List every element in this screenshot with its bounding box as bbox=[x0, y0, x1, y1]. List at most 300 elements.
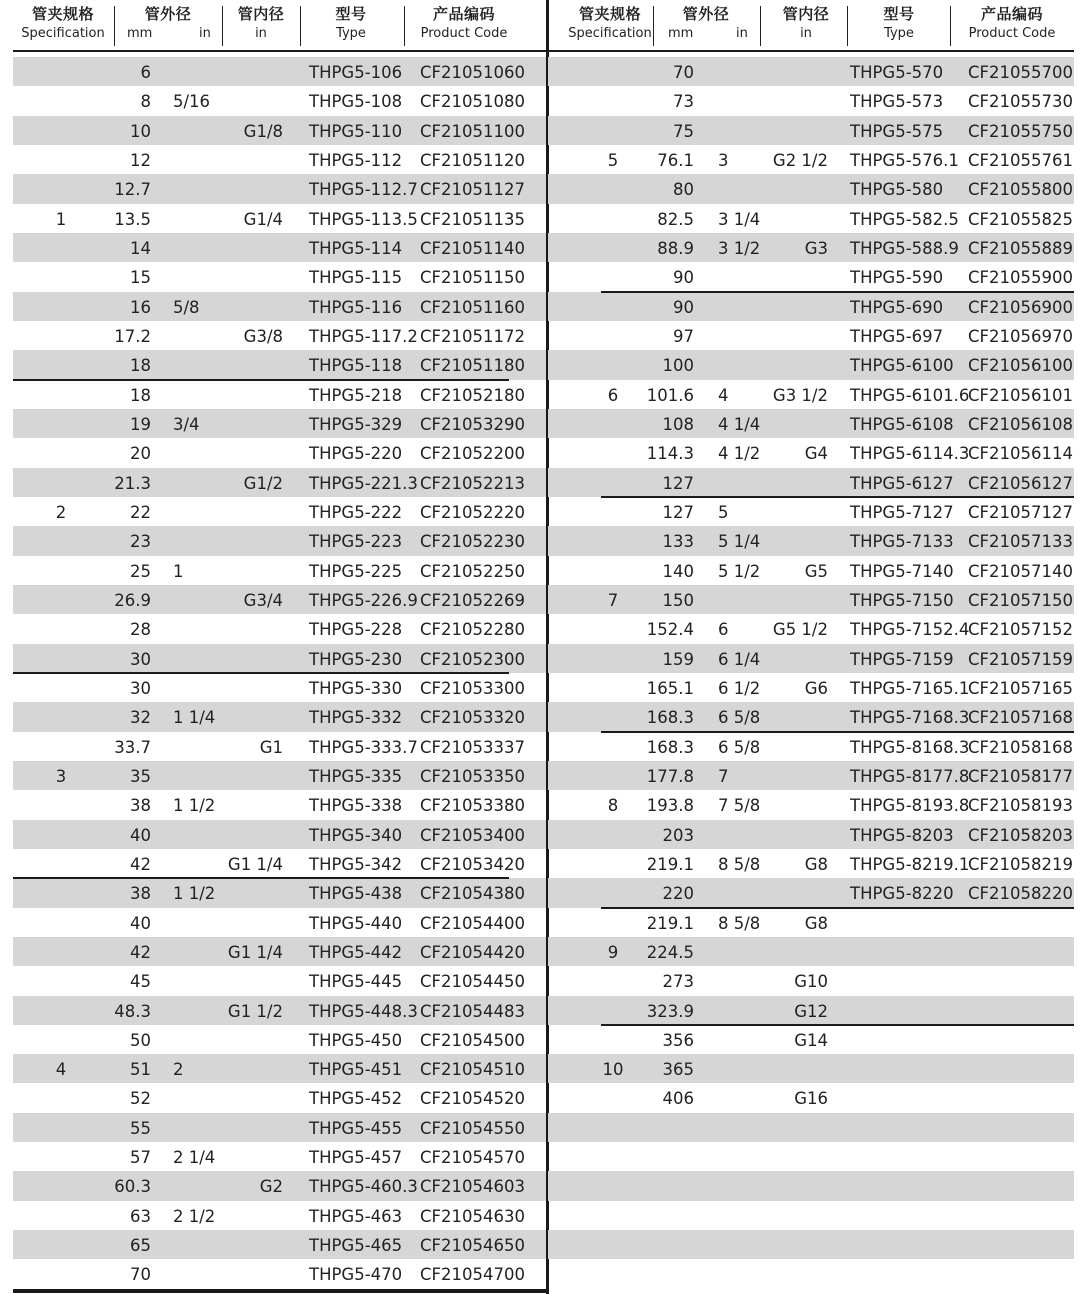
product-code-cell: CF21057152 bbox=[968, 620, 1073, 640]
spec-cell: 9 bbox=[607, 942, 619, 962]
product-code-cell: CF21056900 bbox=[968, 297, 1073, 317]
type-cell: THPG5-573 bbox=[850, 92, 944, 112]
product-code-cell: CF21053290 bbox=[420, 414, 525, 434]
group-separator bbox=[601, 496, 1074, 498]
outer-mm-cell: 33.7 bbox=[114, 737, 151, 757]
outer-mm-cell: 48.3 bbox=[114, 1001, 151, 1021]
outer-mm-cell: 60.3 bbox=[114, 1177, 151, 1197]
table-row bbox=[13, 996, 547, 1025]
outer-mm-cell: 159 bbox=[662, 649, 694, 669]
outer-in-cell: 5/8 bbox=[173, 297, 200, 317]
type-cell: THPG5-438 bbox=[309, 884, 403, 904]
outer-mm-cell: 88.9 bbox=[657, 238, 694, 258]
type-cell: THPG5-335 bbox=[309, 766, 403, 786]
product-code-cell: CF21054650 bbox=[420, 1236, 525, 1256]
outer-mm-cell: 323.9 bbox=[646, 1001, 694, 1021]
table-row bbox=[548, 204, 1074, 233]
header-inner-diameter bbox=[761, 4, 851, 43]
left-table-body bbox=[13, 57, 547, 1289]
outer-in-cell: 3 1/2 bbox=[718, 238, 761, 258]
type-cell: THPG5-6101.6 bbox=[850, 385, 970, 405]
header-code-cn: 产品编码 bbox=[432, 5, 495, 23]
table-row bbox=[548, 937, 1074, 966]
header-spec-cn: 管夹规格 bbox=[31, 5, 94, 23]
table-row bbox=[548, 409, 1074, 438]
table-row bbox=[13, 174, 547, 203]
type-cell: THPG5-112.7 bbox=[309, 180, 418, 200]
outer-in-cell: 1 1/2 bbox=[173, 796, 216, 816]
table-row bbox=[13, 497, 547, 526]
outer-mm-cell: 52 bbox=[130, 1089, 151, 1109]
outer-in-cell: 1 1/2 bbox=[173, 884, 216, 904]
type-cell: THPG5-7159 bbox=[850, 649, 954, 669]
outer-mm-cell: 168.3 bbox=[646, 737, 694, 757]
product-code-cell: CF21052220 bbox=[420, 502, 525, 522]
table-row bbox=[13, 233, 547, 262]
type-cell: THPG5-225 bbox=[309, 561, 403, 581]
outer-mm-cell: 152.4 bbox=[646, 620, 694, 640]
header-product-code bbox=[951, 4, 1073, 43]
product-code-cell: CF21055761 bbox=[968, 150, 1073, 170]
outer-mm-cell: 224.5 bbox=[646, 942, 694, 962]
header-specification bbox=[560, 4, 660, 43]
inner-in-cell: G8 bbox=[804, 913, 828, 933]
outer-mm-cell: 150 bbox=[662, 590, 694, 610]
product-code-cell: CF21058193 bbox=[968, 796, 1073, 816]
outer-in-cell: 5 1/4 bbox=[718, 532, 761, 552]
type-cell: THPG5-7152.4 bbox=[850, 620, 970, 640]
table-row bbox=[13, 86, 547, 115]
outer-mm-cell: 193.8 bbox=[646, 796, 694, 816]
product-code-cell: CF21054420 bbox=[420, 942, 525, 962]
type-cell: THPG5-6127 bbox=[850, 473, 954, 493]
product-code-cell: CF21054483 bbox=[420, 1001, 525, 1021]
type-cell: THPG5-222 bbox=[309, 502, 403, 522]
outer-mm-cell: 16 bbox=[130, 297, 151, 317]
type-cell: THPG5-6108 bbox=[850, 414, 954, 434]
outer-mm-cell: 220 bbox=[662, 884, 694, 904]
inner-in-cell: G5 1/2 bbox=[772, 620, 828, 640]
table-row bbox=[13, 57, 547, 86]
type-cell: THPG5-110 bbox=[309, 121, 403, 141]
outer-mm-cell: 90 bbox=[673, 268, 694, 288]
table-row bbox=[548, 262, 1074, 291]
outer-mm-cell: 10 bbox=[130, 121, 151, 141]
product-code-cell: CF21057140 bbox=[968, 561, 1073, 581]
spec-cell: 2 bbox=[55, 502, 67, 522]
outer-mm-cell: 45 bbox=[130, 972, 151, 992]
inner-in-cell: G14 bbox=[794, 1030, 828, 1050]
product-code-cell: CF21052230 bbox=[420, 532, 525, 552]
outer-mm-cell: 32 bbox=[130, 708, 151, 728]
product-code-cell: CF21058203 bbox=[968, 825, 1073, 845]
inner-in-cell: G3 1/2 bbox=[772, 385, 828, 405]
table-row bbox=[13, 526, 547, 555]
inner-in-cell: G8 bbox=[804, 854, 828, 874]
type-cell: THPG5-470 bbox=[309, 1265, 403, 1285]
table-row bbox=[548, 1259, 1074, 1288]
outer-mm-cell: 55 bbox=[130, 1118, 151, 1138]
table-row bbox=[548, 996, 1074, 1025]
header-spec-en: Specification bbox=[568, 26, 652, 41]
type-cell: THPG5-226.9 bbox=[309, 590, 418, 610]
outer-mm-cell: 8 bbox=[140, 92, 151, 112]
outer-mm-cell: 6 bbox=[140, 63, 151, 82]
product-code-cell: CF21055825 bbox=[968, 209, 1073, 229]
table-row bbox=[548, 1054, 1074, 1083]
outer-mm-cell: 273 bbox=[662, 972, 694, 992]
outer-mm-cell: 30 bbox=[130, 678, 151, 698]
type-cell: THPG5-7127 bbox=[850, 502, 954, 522]
product-code-cell: CF21052300 bbox=[420, 649, 525, 669]
table-row bbox=[548, 1230, 1074, 1259]
product-code-cell: CF21056101 bbox=[968, 385, 1073, 405]
table-row bbox=[13, 908, 547, 937]
outer-mm-cell: 75 bbox=[673, 121, 694, 141]
outer-in-cell: 6 1/4 bbox=[718, 649, 761, 669]
outer-mm-cell: 70 bbox=[130, 1265, 151, 1285]
type-cell: THPG5-333.7 bbox=[309, 737, 418, 757]
product-code-cell: CF21053350 bbox=[420, 766, 525, 786]
header-od-in: in bbox=[199, 26, 211, 41]
outer-mm-cell: 57 bbox=[130, 1148, 151, 1168]
header-type-en: Type bbox=[336, 26, 366, 41]
product-code-cell: CF21056114 bbox=[968, 444, 1073, 464]
outer-mm-cell: 17.2 bbox=[114, 326, 151, 346]
product-code-cell: CF21055889 bbox=[968, 238, 1073, 258]
outer-mm-cell: 38 bbox=[130, 884, 151, 904]
inner-in-cell: G5 bbox=[804, 561, 828, 581]
product-code-cell: CF21055700 bbox=[968, 63, 1073, 82]
inner-in-cell: G10 bbox=[794, 972, 828, 992]
product-code-cell: CF21057150 bbox=[968, 590, 1073, 610]
table-row bbox=[13, 292, 547, 321]
outer-in-cell: 8 5/8 bbox=[718, 854, 761, 874]
left-table bbox=[13, 0, 547, 1289]
header-od-mm: mm bbox=[127, 26, 153, 41]
outer-mm-cell: 80 bbox=[673, 180, 694, 200]
outer-mm-cell: 203 bbox=[662, 825, 694, 845]
type-cell: THPG5-575 bbox=[850, 121, 944, 141]
product-code-cell: CF21054500 bbox=[420, 1030, 525, 1050]
outer-mm-cell: 18 bbox=[130, 356, 151, 376]
table-row bbox=[13, 849, 547, 878]
type-cell: THPG5-118 bbox=[309, 356, 403, 376]
product-code-cell: CF21054550 bbox=[420, 1118, 525, 1138]
outer-in-cell: 4 1/4 bbox=[718, 414, 761, 434]
table-row bbox=[13, 262, 547, 291]
right-table bbox=[548, 0, 1074, 1289]
outer-mm-cell: 12.7 bbox=[114, 180, 151, 200]
product-code-cell: CF21052200 bbox=[420, 444, 525, 464]
outer-mm-cell: 90 bbox=[673, 297, 694, 317]
header-code-en: Product Code bbox=[968, 26, 1056, 41]
type-cell: THPG5-7133 bbox=[850, 532, 954, 552]
outer-mm-cell: 114.3 bbox=[646, 444, 694, 464]
product-code-cell: CF21057159 bbox=[968, 649, 1073, 669]
product-code-cell: CF21054603 bbox=[420, 1177, 525, 1197]
table-row bbox=[548, 1171, 1074, 1200]
table-row bbox=[548, 526, 1074, 555]
header-od-in: in bbox=[736, 26, 748, 41]
product-code-cell: CF21054520 bbox=[420, 1089, 525, 1109]
table-row bbox=[13, 468, 547, 497]
outer-mm-cell: 82.5 bbox=[657, 209, 694, 229]
group-separator bbox=[601, 731, 1074, 733]
inner-in-cell: G3/8 bbox=[243, 326, 283, 346]
group-separator bbox=[13, 379, 509, 381]
product-code-cell: CF21054630 bbox=[420, 1206, 525, 1226]
spec-cell: 3 bbox=[55, 766, 67, 786]
type-cell: THPG5-440 bbox=[309, 913, 403, 933]
outer-mm-cell: 51 bbox=[130, 1060, 151, 1080]
spec-cell: 6 bbox=[607, 385, 619, 405]
header-type-en: Type bbox=[884, 26, 914, 41]
outer-mm-cell: 42 bbox=[130, 942, 151, 962]
table-row bbox=[13, 1025, 547, 1054]
outer-in-cell: 3 bbox=[718, 150, 729, 170]
table-row bbox=[13, 1171, 547, 1200]
header-spec-cn: 管夹规格 bbox=[578, 5, 641, 23]
product-code-cell: CF21056108 bbox=[968, 414, 1073, 434]
right-table-body bbox=[548, 57, 1074, 1289]
table-row bbox=[13, 204, 547, 233]
table-row bbox=[548, 174, 1074, 203]
outer-mm-cell: 177.8 bbox=[646, 766, 694, 786]
type-cell: THPG5-463 bbox=[309, 1206, 403, 1226]
table-row bbox=[13, 409, 547, 438]
outer-in-cell: 3 1/4 bbox=[718, 209, 761, 229]
product-code-cell: CF21051060 bbox=[420, 63, 525, 82]
type-cell: THPG5-8168.3 bbox=[850, 737, 970, 757]
product-code-cell: CF21053420 bbox=[420, 854, 525, 874]
product-code-cell: CF21051140 bbox=[420, 238, 525, 258]
type-cell: THPG5-7150 bbox=[850, 590, 954, 610]
outer-mm-cell: 40 bbox=[130, 913, 151, 933]
type-cell: THPG5-340 bbox=[309, 825, 403, 845]
product-code-cell: CF21056127 bbox=[968, 473, 1073, 493]
outer-mm-cell: 14 bbox=[130, 238, 151, 258]
product-code-cell: CF21051135 bbox=[420, 209, 525, 229]
outer-mm-cell: 108 bbox=[662, 414, 694, 434]
table-row bbox=[13, 1113, 547, 1142]
outer-mm-cell: 127 bbox=[662, 502, 694, 522]
type-cell: THPG5-457 bbox=[309, 1148, 403, 1168]
table-row bbox=[548, 1201, 1074, 1230]
inner-in-cell: G2 bbox=[259, 1177, 283, 1197]
outer-mm-cell: 97 bbox=[673, 326, 694, 346]
type-cell: THPG5-6100 bbox=[850, 356, 954, 376]
outer-in-cell: 6 5/8 bbox=[718, 708, 761, 728]
outer-mm-cell: 219.1 bbox=[646, 854, 694, 874]
table-row bbox=[548, 438, 1074, 467]
type-cell: THPG5-465 bbox=[309, 1236, 403, 1256]
outer-mm-cell: 40 bbox=[130, 825, 151, 845]
header-code-en: Product Code bbox=[420, 26, 508, 41]
type-cell: THPG5-329 bbox=[309, 414, 403, 434]
product-code-cell: CF21051150 bbox=[420, 268, 525, 288]
type-cell: THPG5-8177.8 bbox=[850, 766, 970, 786]
type-cell: THPG5-8219.1 bbox=[850, 854, 970, 874]
right-table-header bbox=[548, 0, 1074, 52]
header-inner-diameter bbox=[223, 4, 299, 43]
outer-in-cell: 5/16 bbox=[173, 92, 211, 112]
product-code-cell: CF21057133 bbox=[968, 532, 1073, 552]
outer-in-cell: 2 1/4 bbox=[173, 1148, 216, 1168]
type-cell: THPG5-116 bbox=[309, 297, 403, 317]
table-row bbox=[548, 116, 1074, 145]
type-cell: THPG5-7168.3 bbox=[850, 708, 970, 728]
product-code-cell: CF21058219 bbox=[968, 854, 1073, 874]
table-row bbox=[548, 908, 1074, 937]
product-code-cell: CF21057165 bbox=[968, 678, 1073, 698]
table-row bbox=[13, 878, 547, 907]
table-row bbox=[548, 321, 1074, 350]
type-cell: THPG5-580 bbox=[850, 180, 944, 200]
inner-in-cell: G12 bbox=[794, 1001, 828, 1021]
type-cell: THPG5-342 bbox=[309, 854, 403, 874]
type-cell: THPG5-588.9 bbox=[850, 238, 959, 258]
product-code-cell: CF21057168 bbox=[968, 708, 1073, 728]
type-cell: THPG5-117.2 bbox=[309, 326, 418, 346]
type-cell: THPG5-106 bbox=[309, 63, 403, 82]
type-cell: THPG5-338 bbox=[309, 796, 403, 816]
header-product-code bbox=[405, 4, 523, 43]
table-row bbox=[548, 57, 1074, 86]
type-cell: THPG5-332 bbox=[309, 708, 403, 728]
table-row bbox=[548, 702, 1074, 731]
outer-mm-cell: 365 bbox=[662, 1060, 694, 1080]
type-cell: THPG5-220 bbox=[309, 444, 403, 464]
type-cell: THPG5-442 bbox=[309, 942, 403, 962]
header-code-cn: 产品编码 bbox=[980, 5, 1043, 23]
table-row bbox=[548, 556, 1074, 585]
bottom-rule bbox=[13, 1289, 547, 1293]
header-id-cn: 管内径 bbox=[237, 5, 285, 23]
header-type bbox=[301, 4, 401, 43]
outer-mm-cell: 140 bbox=[662, 561, 694, 581]
type-cell: THPG5-8193.8 bbox=[850, 796, 970, 816]
header-od-cn: 管外径 bbox=[682, 5, 730, 23]
outer-in-cell: 4 bbox=[718, 385, 729, 405]
table-row bbox=[548, 966, 1074, 995]
outer-mm-cell: 406 bbox=[662, 1089, 694, 1109]
inner-in-cell: G16 bbox=[794, 1089, 828, 1109]
outer-in-cell: 5 1/2 bbox=[718, 561, 761, 581]
inner-in-cell: G1/2 bbox=[243, 473, 283, 493]
product-code-cell: CF21058220 bbox=[968, 884, 1073, 904]
outer-in-cell: 4 1/2 bbox=[718, 444, 761, 464]
table-row bbox=[13, 1259, 547, 1288]
outer-in-cell: 5 bbox=[718, 502, 729, 522]
product-code-cell: CF21054380 bbox=[420, 884, 525, 904]
table-row bbox=[13, 321, 547, 350]
table-row bbox=[13, 614, 547, 643]
type-cell: THPG5-113.5 bbox=[309, 209, 418, 229]
outer-mm-cell: 30 bbox=[130, 649, 151, 669]
table-row bbox=[13, 585, 547, 614]
type-cell: THPG5-570 bbox=[850, 63, 944, 82]
table-row bbox=[13, 702, 547, 731]
table-row bbox=[548, 585, 1074, 614]
outer-mm-cell: 76.1 bbox=[657, 150, 694, 170]
inner-in-cell: G1 1/4 bbox=[227, 854, 283, 874]
outer-in-cell: 8 5/8 bbox=[718, 913, 761, 933]
outer-mm-cell: 100 bbox=[662, 356, 694, 376]
type-cell: THPG5-330 bbox=[309, 678, 403, 698]
table-row bbox=[548, 1142, 1074, 1171]
product-code-cell: CF21054700 bbox=[420, 1265, 525, 1285]
inner-in-cell: G1 1/2 bbox=[227, 1001, 283, 1021]
table-row bbox=[548, 497, 1074, 526]
header-od-cn: 管外径 bbox=[144, 5, 192, 23]
outer-in-cell: 2 bbox=[173, 1060, 184, 1080]
table-row bbox=[548, 614, 1074, 643]
outer-mm-cell: 18 bbox=[130, 385, 151, 405]
table-row bbox=[13, 761, 547, 790]
inner-in-cell: G4 bbox=[804, 444, 828, 464]
inner-in-cell: G1/8 bbox=[243, 121, 283, 141]
outer-mm-cell: 63 bbox=[130, 1206, 151, 1226]
outer-mm-cell: 165.1 bbox=[646, 678, 694, 698]
inner-in-cell: G6 bbox=[804, 678, 828, 698]
outer-mm-cell: 22 bbox=[130, 502, 151, 522]
table-row bbox=[548, 292, 1074, 321]
group-separator bbox=[601, 907, 1074, 909]
type-cell: THPG5-582.5 bbox=[850, 209, 959, 229]
type-cell: THPG5-6114.3 bbox=[850, 444, 970, 464]
spec-cell: 5 bbox=[607, 150, 619, 170]
header-id-cn: 管内径 bbox=[782, 5, 830, 23]
header-id-en: in bbox=[255, 26, 267, 41]
table-row bbox=[548, 790, 1074, 819]
product-code-cell: CF21054450 bbox=[420, 972, 525, 992]
outer-in-cell: 3/4 bbox=[173, 414, 200, 434]
outer-mm-cell: 13.5 bbox=[114, 209, 151, 229]
table-row bbox=[548, 644, 1074, 673]
type-cell: THPG5-455 bbox=[309, 1118, 403, 1138]
outer-mm-cell: 15 bbox=[130, 268, 151, 288]
header-id-en: in bbox=[800, 26, 812, 41]
table-row bbox=[13, 1201, 547, 1230]
type-cell: THPG5-576.1 bbox=[850, 150, 959, 170]
product-code-cell: CF21053300 bbox=[420, 678, 525, 698]
type-cell: THPG5-230 bbox=[309, 649, 403, 669]
left-table-header bbox=[13, 0, 547, 52]
product-code-cell: CF21056100 bbox=[968, 356, 1073, 376]
header-type-cn: 型号 bbox=[335, 5, 367, 23]
spec-cell: 4 bbox=[55, 1060, 67, 1080]
product-code-cell: CF21054570 bbox=[420, 1148, 525, 1168]
table-row bbox=[13, 350, 547, 379]
outer-mm-cell: 356 bbox=[662, 1030, 694, 1050]
product-code-cell: CF21051172 bbox=[420, 326, 525, 346]
outer-mm-cell: 70 bbox=[673, 63, 694, 82]
table-row bbox=[548, 878, 1074, 907]
type-cell: THPG5-697 bbox=[850, 326, 944, 346]
type-cell: THPG5-112 bbox=[309, 150, 403, 170]
product-code-cell: CF21051120 bbox=[420, 150, 525, 170]
group-separator bbox=[601, 1024, 1074, 1026]
type-cell: THPG5-221.3 bbox=[309, 473, 418, 493]
table-row bbox=[13, 1142, 547, 1171]
header-od-mm: mm bbox=[668, 26, 694, 41]
outer-mm-cell: 127 bbox=[662, 473, 694, 493]
table-row bbox=[13, 644, 547, 673]
table-row bbox=[13, 937, 547, 966]
outer-mm-cell: 50 bbox=[130, 1030, 151, 1050]
table-row bbox=[13, 116, 547, 145]
